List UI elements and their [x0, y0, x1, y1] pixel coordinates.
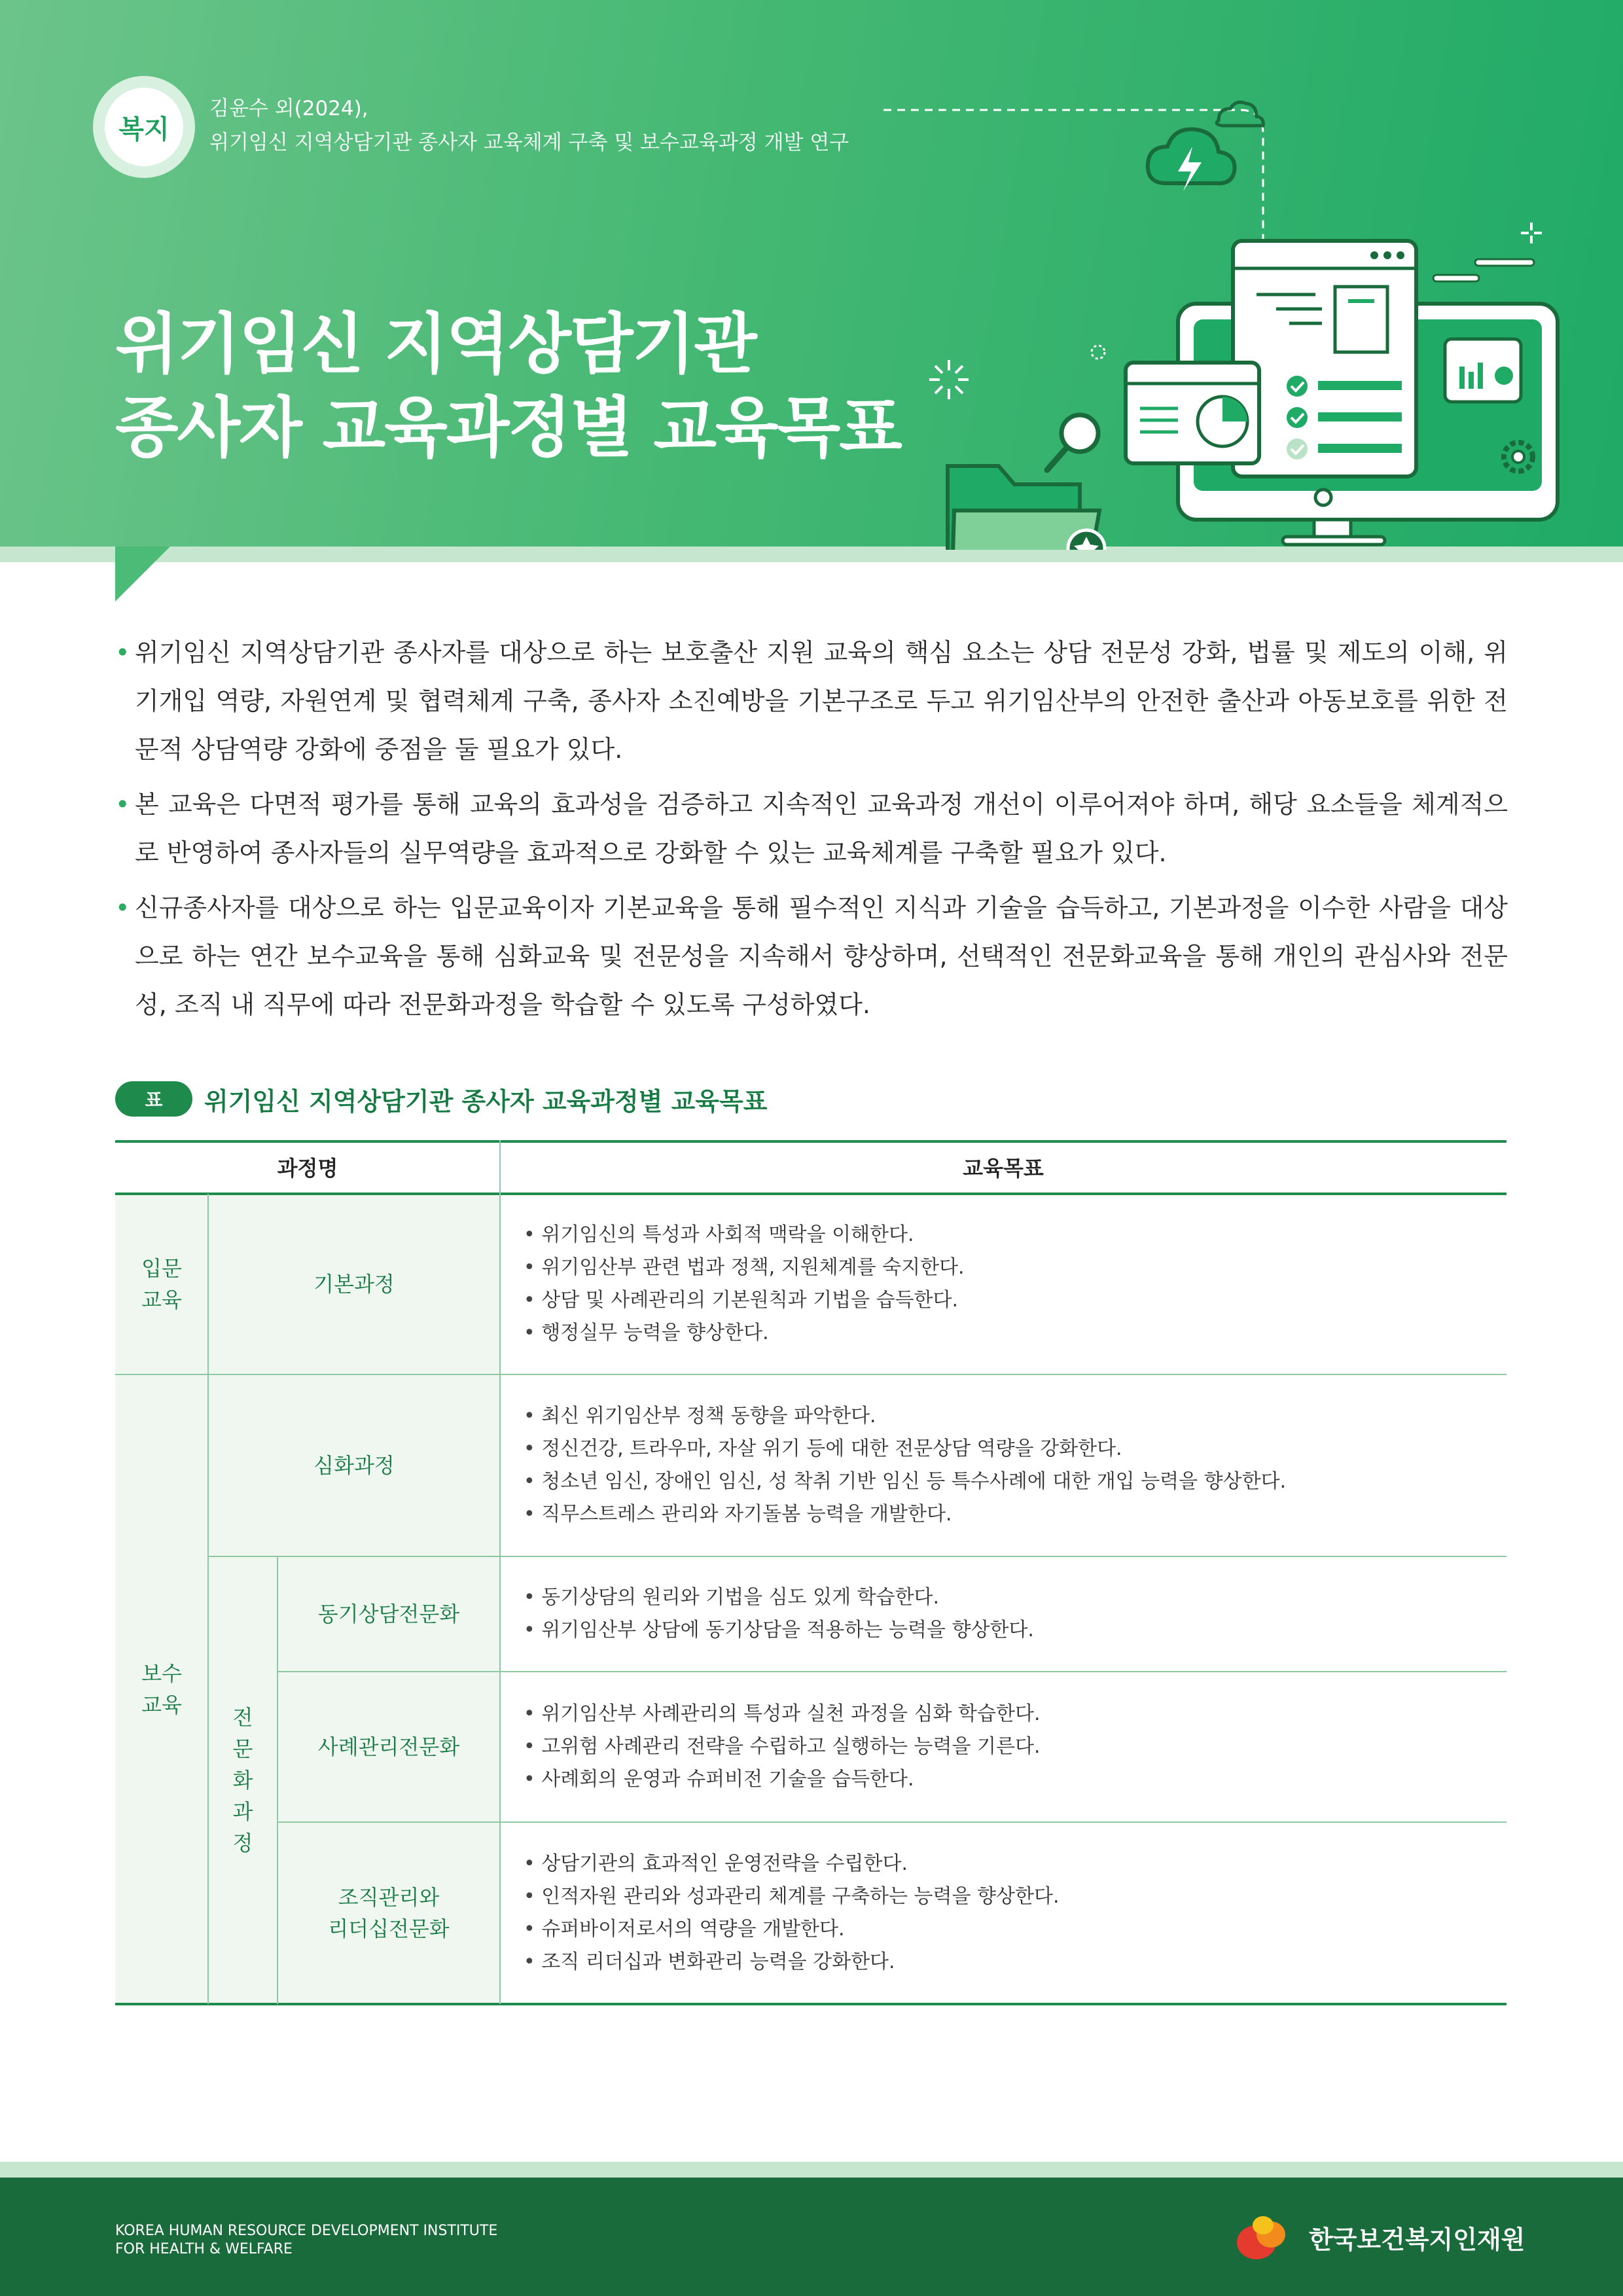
goals-leadership	[500, 1822, 1507, 2004]
course-leadership: 조직관리와 리더십전문화	[277, 1822, 500, 2004]
course-advanced: 심화과정	[208, 1374, 500, 1556]
source-citation	[209, 92, 849, 160]
goals-basic	[500, 1194, 1507, 1374]
bullet-dot: •	[115, 790, 130, 819]
course-basic: 기본과정	[208, 1194, 500, 1374]
magnifier-icon	[1047, 415, 1098, 470]
sparkle-icon	[1521, 223, 1542, 243]
checklist-icon	[1287, 376, 1402, 459]
curriculum-table	[115, 1140, 1507, 2005]
bullet-dot: •	[115, 893, 130, 922]
goal-item: • 직무스트레스 관리와 자기돌봄 능력을 개발한다.	[524, 1498, 1286, 1531]
bullet-item	[115, 884, 1508, 1029]
cloud-icon	[1217, 102, 1263, 126]
col-header-course: 과정명	[277, 1156, 338, 1181]
course-case-management: 사례관리전문화	[277, 1672, 500, 1822]
table-row-rule	[277, 1821, 1507, 1823]
page-title-line2: 종사자 교육과정별 교육목표	[115, 389, 901, 466]
monitor-stand	[1283, 537, 1385, 545]
page-title-line1: 위기임신 지역상담기관	[115, 306, 756, 382]
bullet-item	[115, 780, 1508, 877]
goal-item: • 상담기관의 효과적인 운영전략을 수립한다.	[524, 1848, 1060, 1880]
bullet-item	[115, 628, 1508, 774]
bullet-text: 신규종사자를 대상으로 하는 입문교육이자 기본교육을 통해 필수적인 지식과 기술을 습득하고, 기본과정을 이수한 사람을 대상으로 하는 연간 보수교육을 통해 심화교육 및 전문성을 지속해서 향상하며, 선택적인 전문화교육을 통해 개인의 관심사와 전문성, 조직 내 직무에 따라 전문화과정을 학습할 수 있도록 구성하였다.	[135, 893, 1508, 1019]
goal-item: • 고위험 사례관리 전략을 수립하고 실행하는 능력을 기른다.	[524, 1731, 1041, 1763]
goal-item: • 최신 위기임산부 정책 동향을 파악한다.	[524, 1400, 1286, 1433]
folder-icon	[948, 466, 1105, 550]
goal-item: • 위기임산부 사례관리의 특성과 실천 과정을 심화 학습한다.	[524, 1698, 1041, 1731]
goals-motivational	[500, 1556, 1507, 1672]
goal-item: • 위기임산부 관련 법과 정책, 지원체계를 숙지한다.	[524, 1251, 965, 1284]
footer	[0, 2178, 1623, 2296]
footer-divider	[0, 2162, 1623, 2178]
goals-advanced	[500, 1374, 1507, 1556]
bullet-text: 본 교육은 다면적 평가를 통해 교육의 효과성을 검증하고 지속적인 교육과정 개선이 이루어져야 하며, 해당 요소들을 체계적으로 반영하여 종사자들의 실무역량을 효과적으로 강화할 수 있는 교육체계를 구축할 필요가 있다.	[135, 790, 1508, 867]
goal-item: • 청소년 임신, 장애인 임신, 성 착취 기반 임신 등 특수사례에 대한 개입 능력을 향상한다.	[524, 1465, 1286, 1498]
group-specialization: 전 문 화 과 정	[208, 1556, 277, 2004]
institute-emblem-icon	[1230, 2211, 1298, 2263]
institute-korean-name: 한국보건복지인재원	[1309, 2225, 1525, 2254]
summary-bullets	[115, 628, 1508, 1035]
category-badge	[93, 76, 195, 178]
source-report-title: 위기임신 지역상담기관 종사자 교육체계 구축 및 보수교육과정 개발 연구	[209, 131, 849, 154]
goal-item: • 인적자원 관리와 성과관리 체계를 구축하는 능력을 향상한다.	[524, 1880, 1060, 1913]
table-header-rule	[115, 1193, 1507, 1195]
table-title: 위기임신 지역상담기관 종사자 교육과정별 교육목표	[204, 1086, 768, 1116]
table-tag: 표	[115, 1081, 192, 1117]
source-author: 김윤수 외(2024),	[209, 97, 368, 120]
course-motivational: 동기상담전문화	[277, 1556, 500, 1672]
goal-item: • 위기임신의 특성과 사회적 맥락을 이해한다.	[524, 1219, 965, 1251]
table-caption	[115, 1081, 768, 1117]
goal-item: • 동기상담의 원리와 기법을 심도 있게 학습한다.	[524, 1581, 1034, 1614]
burst-icon	[929, 360, 969, 399]
lightning-cloud-icon	[1148, 130, 1235, 191]
table-col-rule	[207, 1194, 209, 2004]
goal-item: • 슈퍼바이저로서의 역량을 개발한다.	[524, 1913, 1060, 1946]
institute-english-line2: FOR HEALTH & WELFARE	[115, 2241, 293, 2257]
group-intro-education: 입문 교육	[115, 1194, 208, 1374]
table-row-rule	[277, 1671, 1507, 1672]
goal-item: • 위기임산부 상담에 동기상담을 적용하는 능력을 향상한다.	[524, 1614, 1034, 1647]
table-row-rule	[208, 1556, 1507, 1557]
category-badge-label: 복지	[105, 88, 183, 166]
institute-english-name	[115, 2222, 497, 2259]
computer-illustration	[870, 79, 1564, 550]
goal-item: • 정신건강, 트라우마, 자살 위기 등에 대한 전문상담 역량을 강화한다.	[524, 1433, 1286, 1465]
col-header-goal: 교육목표	[963, 1156, 1044, 1181]
group-refresher-education: 보수 교육	[115, 1374, 208, 2004]
table-col-rule	[277, 1556, 278, 2004]
institute-logo	[1230, 2208, 1525, 2267]
table-bottom-rule	[115, 2003, 1507, 2005]
speech-tail	[115, 547, 170, 601]
bullet-text: 위기임신 지역상담기관 종사자를 대상으로 하는 보호출산 지원 교육의 핵심 요소는 상담 전문성 강화, 법률 및 제도의 이해, 위기개입 역량, 자원연계 및 협력체계 구축, 종사자 소진예방을 기본구조로 두고 위기임산부의 안전한 출산과 아동보호를 위한 전문적 상담역량 강화에 중점을 둘 필요가 있다.	[135, 638, 1508, 764]
table-row-rule	[115, 1374, 1507, 1375]
goal-item: • 행정실무 능력을 향상한다.	[524, 1317, 965, 1350]
goal-item: • 상담 및 사례관리의 기본원칙과 기법을 습득한다.	[524, 1284, 965, 1317]
small-burst-icon	[1092, 346, 1105, 359]
institute-english-line1: KOREA HUMAN RESOURCE DEVELOPMENT INSTITUTE	[115, 2223, 498, 2239]
goal-item: • 조직 리더십과 변화관리 능력을 강화한다.	[524, 1946, 1060, 1979]
table-top-rule	[115, 1140, 1507, 1143]
bullet-dot: •	[115, 638, 130, 667]
goal-item: • 사례회의 운영과 슈퍼비전 기술을 습득한다.	[524, 1763, 1041, 1796]
goals-case-management	[500, 1672, 1507, 1822]
page-title	[115, 302, 901, 470]
table-col-rule	[499, 1140, 501, 2004]
